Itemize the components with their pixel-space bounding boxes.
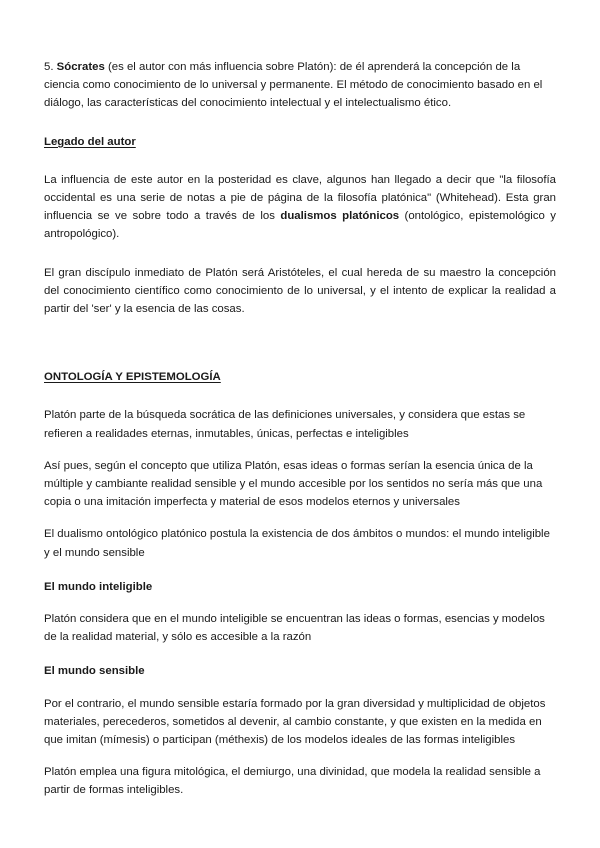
legado-text-before: La influencia de este autor en la posteridad es clave, algunos han llegado a decir que "la filosofía occidental es una serie de notas a pie de página de la filosofía platónica" (Whitehead). Esta gran influencia se ve sobre todo a través de los xyxy=(44,173,556,223)
mundo-sensible-text: Por el contrario, el mundo sensible estaría formado por la gran diversidad y multiplicidad de objetos materiales, perecederos, sometidos al devenir, al cambio constante, y que existen en la medida en que imitan (mímesis) o participan (méthexis) de los modelos ideales de las formas inteligibles xyxy=(44,697,546,747)
legado-text-after: (ontológico, epistemológico y antropológico). xyxy=(44,210,556,241)
socrates-text: (es el autor con más influencia sobre Platón): de él aprenderá la concepción de la ciencia como conocimiento de lo universal y permanente. El método de conocimiento basado en el diálogo, las características del conocimiento intelectual y el intelectualismo ético. xyxy=(44,61,543,110)
mundo-inteligible-heading: El mundo inteligible xyxy=(44,580,153,593)
list-number: 5. xyxy=(44,61,57,73)
socrates-name: Sócrates xyxy=(56,61,105,73)
legado-paragraph-1 xyxy=(44,171,556,244)
demiurgo-paragraph: Platón emplea una figura mitológica, el demiurgo, una divinidad, que modela la realidad sensible a partir de formas inteligibles. xyxy=(44,766,541,797)
socrates-paragraph xyxy=(44,58,556,113)
dualismos-term: dualismos platónicos xyxy=(280,210,400,223)
document-page xyxy=(44,58,556,800)
ontologia-heading: ONTOLOGÍA Y EPISTEMOLOGÍA xyxy=(44,371,221,384)
ontologia-paragraph-3: El dualismo ontológico platónico postula la existencia de dos ámbitos o mundos: el mundo inteligible y el mundo sensible xyxy=(44,528,550,559)
ontologia-paragraph-1: Platón parte de la búsqueda socrática de las definiciones universales, y considera que estas se refieren a realidades eternas, inmutables, únicas, perfectas e inteligibles xyxy=(44,409,526,440)
legado-paragraph-2: El gran discípulo inmediato de Platón será Aristóteles, el cual hereda de su maestro la concepción del conocimiento científico como conocimiento de lo universal, y el intento de explicar la realidad a partir del 'ser' y la esencia de las cosas. xyxy=(44,266,556,316)
legado-heading: Legado del autor xyxy=(44,135,136,148)
mundo-sensible-heading: El mundo sensible xyxy=(44,665,145,678)
mundo-inteligible-text: Platón considera que en el mundo inteligible se encuentran las ideas o formas, esencias y modelos de la realidad material, y sólo es accesible a la razón xyxy=(44,613,545,644)
ontologia-paragraph-2: Así pues, según el concepto que utiliza Platón, esas ideas o formas serían la esencia única de la múltiple y cambiante realidad sensible y el mundo accesible por los sentidos no sería más que una copia o una imitación imperfecta y material de esos modelos eternos y universales xyxy=(44,459,543,509)
